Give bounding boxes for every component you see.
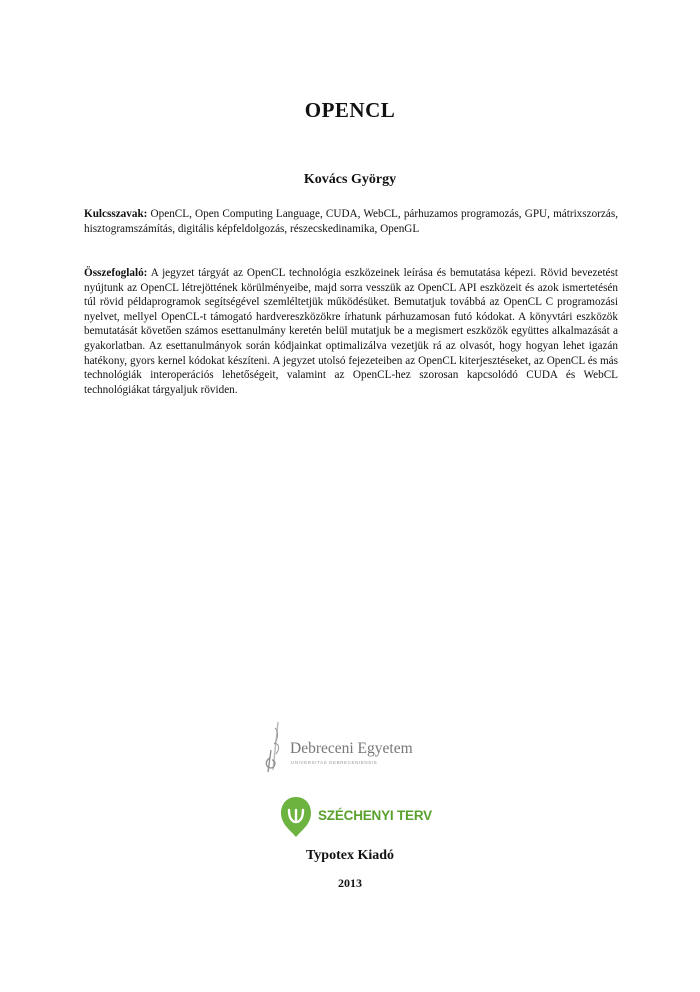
szechenyi-terv-leaf-icon (280, 796, 312, 838)
keywords-label: Kulcsszavak: (84, 208, 148, 220)
university-name: Debreceni Egyetem (290, 740, 413, 757)
debrecen-university-logo (262, 720, 442, 780)
publisher-name: Typotex Kiadó (305, 848, 395, 863)
document-title: OPENCL (304, 98, 396, 122)
university-subtitle: UNIVERSITAS DEBRECENIENSIS (291, 760, 378, 765)
abstract-text: A jegyzet tárgyát az OpenCL technológia eszközeinek leírása és bemutatása képezi. Rövid bevezetést nyújtunk az OpenCL létrejöttének körülményeibe, majd sorra vesszük az OpenCL API eszközeit és azok ismertetésén túl rövid példaprogramok segítségével szemléltetjük működésüket. Bemutatjuk továbbá az OpenCL C programozási nyelvet, mellyel OpenCL-t támogató hardvereszközökre írhatunk párhuzamosan futó kódokat. A könyvtári eszközök bemutatását követően számos esettanulmány keretén belül mutatjuk be a megismert eszközök együttes alkalmazását a gyakorlatban. Az esettanulmányok során kódjainkat optimalizálva vezetjük rá az olvasót, hogy hogyan lehet igazán hatékony, gyors kernel kódokat készíteni. A jegyzet utolsó fejezeteiben az OpenCL kiterjesztéseket, az OpenCL és más technológiák interoperációs lehetőségeit, valamint az OpenCL-hez szorosan kapcsolódó CUDA és WebCL technológiákat tárgyaljuk röviden. (84, 267, 618, 396)
keywords-paragraph (84, 207, 618, 236)
szechenyi-terv-text: SZÉCHENYI TERV (318, 808, 432, 823)
szechenyi-terv-logo (280, 796, 440, 846)
debrecen-university-mark-icon (262, 720, 288, 778)
author-name: Kovács György (303, 172, 397, 187)
publication-year: 2013 (338, 876, 362, 890)
abstract-label: Összefoglaló: (84, 267, 148, 279)
abstract-paragraph (84, 266, 618, 397)
keywords-text: OpenCL, Open Computing Language, CUDA, WebCL, párhuzamos programozás, GPU, mátrixszorzás, hisztogramszámítás, digitális képfeldolgozás, részecskedinamika, OpenGL (84, 208, 618, 235)
